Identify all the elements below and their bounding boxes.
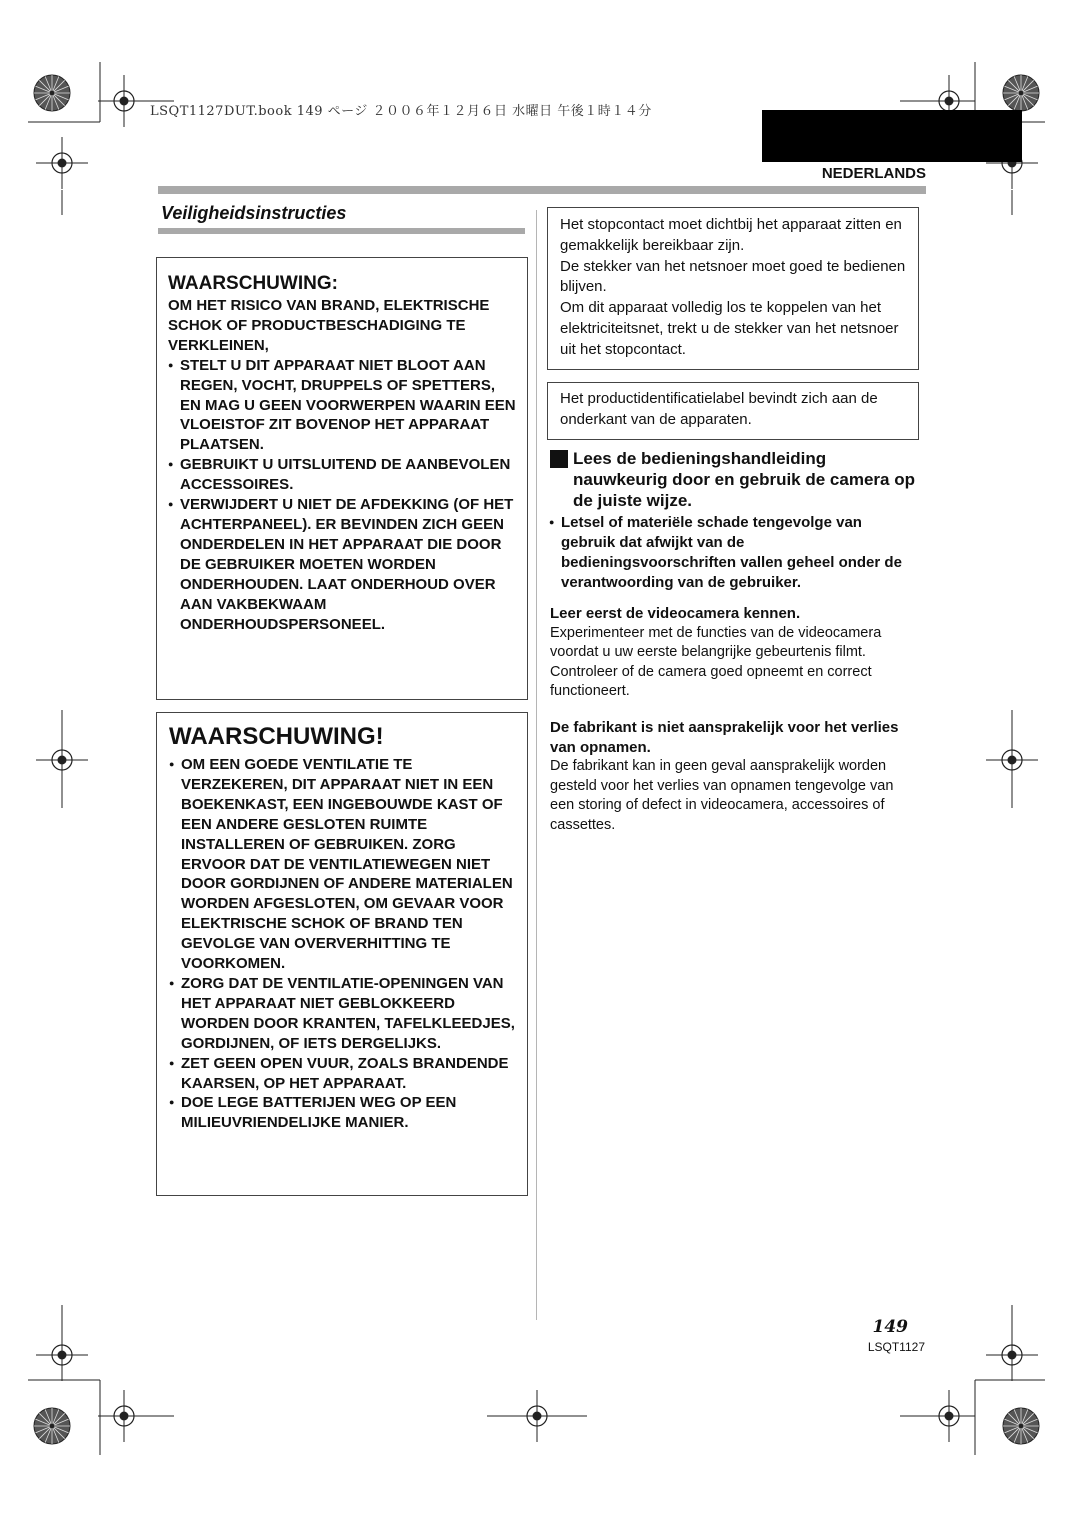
target-mark xyxy=(36,1329,88,1381)
warning-box-1 xyxy=(156,257,528,700)
target-mark xyxy=(98,1390,150,1442)
section-title: Veiligheidsinstructies xyxy=(161,203,347,223)
title-underline xyxy=(158,228,525,234)
paragraph-know-camera xyxy=(550,604,920,702)
document-code: LSQT1127 xyxy=(867,1340,925,1354)
paragraph-heading: Leer eerst de videocamera kennen. xyxy=(550,605,801,622)
warning-bullet: ● GEBRUIKT U UITSLUITEND DE AANBEVOLEN ACCESSOIRES. xyxy=(168,455,517,495)
warning-title: WAARSCHUWING: xyxy=(168,273,338,294)
star-mark-top-right xyxy=(1003,75,1039,111)
manual-section xyxy=(549,448,919,593)
warning-bullet: ● ZET GEEN OPEN VUUR, ZOALS BRANDENDE KAARSEN, OP HET APPARAAT. xyxy=(169,1054,517,1094)
paragraph-liability xyxy=(550,718,920,835)
book-header-line: LSQT1127DUT.book 149 ページ ２００６年１２月６日 水曜日 午後１時１４分 xyxy=(150,104,652,119)
target-mark xyxy=(986,734,1038,786)
target-mark xyxy=(923,1390,975,1442)
star-mark-top-left xyxy=(34,75,70,111)
power-info-box xyxy=(547,207,919,370)
language-label: NEDERLANDS xyxy=(821,165,926,182)
star-mark-bottom-right xyxy=(1003,1408,1039,1444)
target-mark xyxy=(36,734,88,786)
warning-title: WAARSCHUWING! xyxy=(169,723,384,750)
warning-bullet: ● OM EEN GOEDE VENTILATIE TE VERZEKEREN, DIT APPARAAT NIET IN EEN BOEKENKAST, EEN INGEBOUWDE KAST OF EEN ANDERE GESLOTEN RUIMTE INSTALLEREN OF GEBRUIKEN. ZORG ERVOOR DAT DE VENTILATIEWEGEN NIET DOOR GORDIJNEN OF ANDERE MATERIALEN WORDEN AFGESLOTEN, OM GEVAAR VOOR ELEKTRISCHE SCHOK OF BRAND TEN GEVOLGE VAN OVERVERHITTING TE VOORKOMEN. xyxy=(169,755,517,974)
warning-bullet: ● DOE LEGE BATTERIJEN WEG OP EEN MILIEUVRIENDELIJKE MANIER. xyxy=(169,1093,517,1133)
paragraph-heading: De fabrikant is niet aansprakelijk voor het verlies van opnamen. xyxy=(550,719,899,756)
info-line: Het stopcontact moet dichtbij het apparaat zitten en gemakkelijk bereikbaar zijn. xyxy=(560,216,902,254)
warning-bullet: ● STELT U DIT APPARAAT NIET BLOOT AAN REGEN, VOCHT, DRUPPELS OF SPETTERS, EN MAG U GEEN VOORWERPEN WAARIN EEN VLOEISTOF ZIT BOVENOP HET APPARAAT PLAATSEN. xyxy=(168,356,517,456)
info-line: Het productidentificatielabel bevindt zich aan de onderkant van de apparaten. xyxy=(560,390,878,428)
top-rule xyxy=(158,186,926,194)
info-line: Om dit apparaat volledig los te koppelen van het elektriciteitsnet, trekt u de stekker van het netsnoer uit het stopcontact. xyxy=(560,299,899,358)
square-bullet-icon xyxy=(550,450,568,468)
info-line: De stekker van het netsnoer moet goed te bedienen blijven. xyxy=(560,257,906,296)
paragraph-body: De fabrikant kan in geen geval aansprakelijk worden gesteld voor het verlies van opnamen tengevolge van een storing of defect in videocamera, accessoires of cassettes. xyxy=(550,758,894,833)
language-bar xyxy=(762,110,1022,162)
warning-bullet: ● ZORG DAT DE VENTILATIE-OPENINGEN VAN HET APPARAAT NIET GEBLOKKEERD WORDEN DOOR KRANTEN, TAFELKLEEDJES, GORDIJNEN, OF IETS DERGELIJKS. xyxy=(169,974,517,1054)
target-mark xyxy=(36,137,88,189)
manual-section-heading xyxy=(549,448,919,511)
target-mark xyxy=(511,1390,563,1442)
star-mark-bottom-left xyxy=(34,1408,70,1444)
warning-box-2 xyxy=(156,712,528,1196)
label-info-box xyxy=(547,382,919,440)
warning-intro: OM HET RISICO VAN BRAND, ELEKTRISCHE SCHOK OF PRODUCTBESCHADIGING TE VERKLEINEN, xyxy=(168,297,490,354)
target-mark xyxy=(986,1329,1038,1381)
manual-section-bullet: ● Letsel of materiële schade tengevolge van gebruik dat afwijkt van de bedieningsvoorschriften vallen geheel onder de verantwoording van de gebruiker. xyxy=(549,512,919,593)
paragraph-body: Experimenteer met de functies van de videocamera voordat u uw eerste belangrijke gebeurtenis filmt. Controleer of de camera goed opneemt en correct functioneert. xyxy=(550,624,882,699)
column-divider xyxy=(536,210,537,1320)
manual-section-title: Lees de bedieningshandleiding nauwkeurig door en gebruik de camera op de juiste wijze. xyxy=(573,449,915,510)
warning-bullet: ● VERWIJDERT U NIET DE AFDEKKING (OF HET ACHTERPANEEL). ER BEVINDEN ZICH GEEN ONDERDELEN IN HET APPARAAT DIE DOOR DE GEBRUIKER MOETEN WORDEN ONDERHOUDEN. LAAT ONDERHOUD OVER AAN VAKBEKWAAM ONDERHOUDSPERSONEEL. xyxy=(168,495,517,634)
target-mark xyxy=(98,75,150,127)
page-number: 149 xyxy=(872,1317,908,1337)
